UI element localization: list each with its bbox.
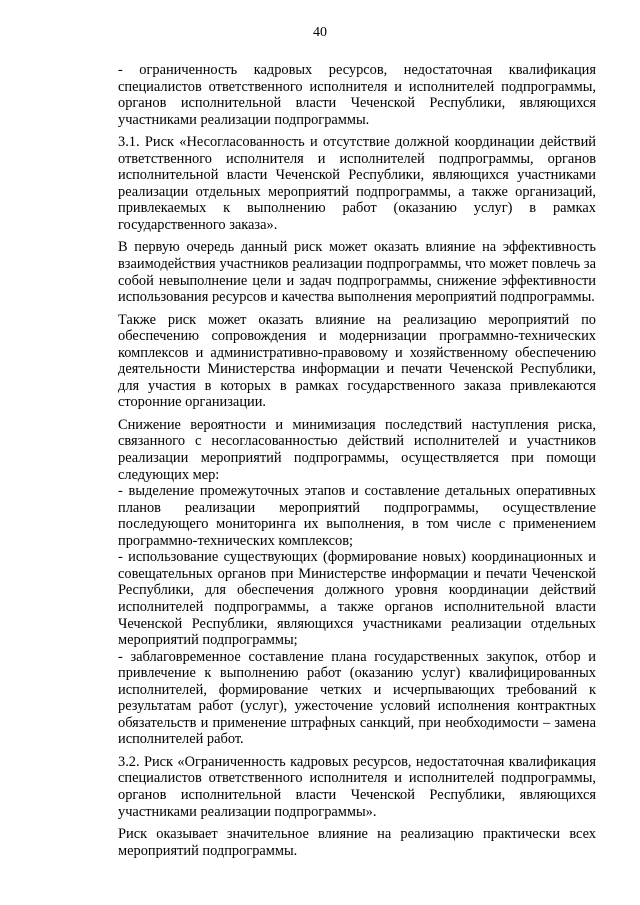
paragraph-risk-significance: Риск оказывает значительное влияние на реализацию практически всех мероприятий подпрограммы. xyxy=(118,826,596,859)
page-number: 40 xyxy=(313,25,327,40)
list-item-interim-stages: - выделение промежуточных этапов и составление детальных оперативных планов реализации мероприятий подпрограммы, осуществление последующего мониторинга их выполнения, в том числе с применением программно-технических комплексов; xyxy=(118,483,596,549)
paragraph-risk-impact: В первую очередь данный риск может оказать влияние на эффективность взаимодействия участников реализации подпрограммы, что может повлечь за собой невыполнение цели и задач подпрограммы, снижение эффективности использования ресурсов и качества выполнения мероприятий подпрограммы. xyxy=(118,239,596,306)
body-text xyxy=(118,62,596,859)
paragraph-risk-3-2: 3.2. Риск «Ограниченность кадровых ресурсов, недостаточная квалификация специалистов ответственного исполнителя и исполнителей подпрограммы, органов исполнительной власти Чеченской Республики, являющихся участниками реализации подпрограммы». xyxy=(118,753,596,820)
paragraph-staff-limitation: - ограниченность кадровых ресурсов, недостаточная квалификация специалистов ответственного исполнителя и исполнителей подпрограммы, органов исполнительной власти Чеченской Республики, являющихся участниками реализации подпрограммы. xyxy=(118,62,596,128)
paragraph-mitigation-intro: Снижение вероятности и минимизация последствий наступления риска, связанного с несогласованностью действий исполнителей и участников реализации мероприятий подпрограммы, осуществляется при помощи следующих мер: xyxy=(118,416,596,483)
list-item-procurement-plan: - заблаговременное составление плана государственных закупок, отбор и привлечение к выполнению работ (оказанию услуг) квалифицированных исполнителей, формирование четких и исчерпывающих требований к результатам работ (услуг), ужесточение условий исполнения контрактных обязательств и применение штрафных санкций, при необходимости – замена исполнителей работ. xyxy=(118,648,596,748)
paragraph-risk-influence: Также риск может оказать влияние на реализацию мероприятий по обеспечению сопровождения и модернизации программно-технических комплексов и административно-правовому и хозяйственному обеспечению деятельности Министерства информации и печати Чеченской Республики, для участия в которых в рамках государственного заказа привлекаются сторонние организации. xyxy=(118,311,596,411)
list-item-coordination-bodies: - использование существующих (формирование новых) координационных и совещательных органов при Министерстве информации и печати Чеченской Республики, для обеспечения должного уровня координации действий исполнителей подпрограммы, а также органов исполнительной власти Чеченской Республики, являющихся участниками реализации отдельных мероприятий подпрограммы; xyxy=(118,549,596,649)
paragraph-risk-3-1: 3.1. Риск «Несогласованность и отсутствие должной координации действий ответственного исполнителя и исполнителей подпрограммы, органов исполнительной власти Чеченской Республики, являющихся участниками реализации отдельных мероприятий подпрограммы, а также организаций, привлекаемых к выполнению работ (оказанию услуг) в рамках государственного заказа». xyxy=(118,134,596,233)
